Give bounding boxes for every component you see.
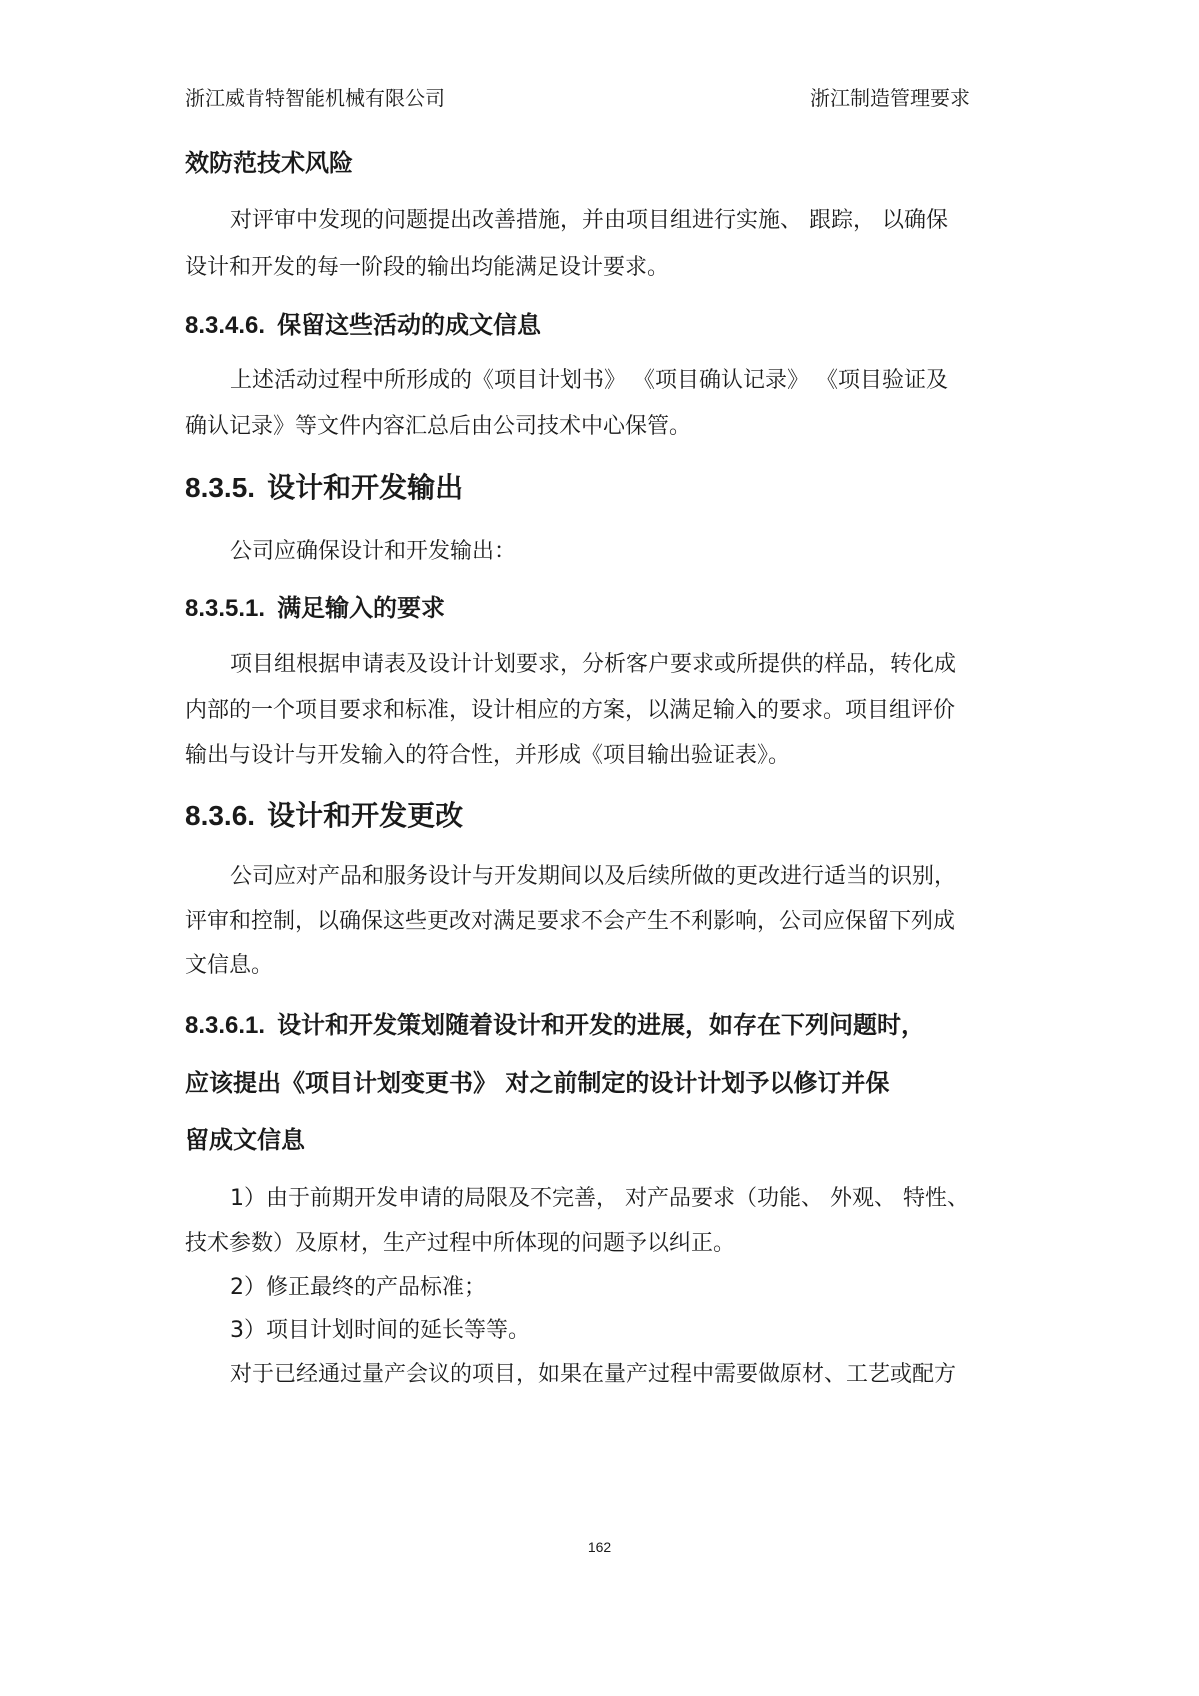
heading-8-3-6-1 — [185, 1008, 925, 1043]
heading-8-3-4-6 — [185, 308, 541, 343]
paragraph-line: 公司应确保设计和开发输出： — [230, 539, 517, 564]
heading-title: 设计和开发更改 — [267, 799, 464, 832]
header-doc-title: 浙江制造管理要求 — [810, 86, 970, 110]
header-company: 浙江威肯特智能机械有限公司 — [185, 86, 445, 110]
paragraph-line: 输出与设计与开发输入的符合性，并形成《项目输出验证表》。 — [185, 743, 791, 768]
heading-number: 8.3.6. — [185, 800, 256, 831]
paragraph-line: 上述活动过程中所形成的《项目计划书》 《项目确认记录》 《项目验证及 — [230, 368, 948, 393]
paragraph-line: 文信息。 — [185, 953, 274, 978]
heading-title: 保留这些活动的成文信息 — [277, 311, 542, 339]
heading-continuation: 应该提出《项目计划变更书》 对之前制定的设计计划予以修订并保 — [185, 1069, 890, 1097]
heading-continuation: 留成文信息 — [185, 1126, 305, 1154]
heading-number: 8.3.5. — [185, 472, 256, 503]
heading-title: 满足输入的要求 — [277, 594, 446, 622]
paragraph-line: 公司应对产品和服务设计与开发期间以及后续所做的更改进行适当的识别， — [230, 864, 957, 889]
heading-title: 设计和开发策划随着设计和开发的进展，如存在下列问题时， — [277, 1011, 926, 1039]
heading-8-3-5 — [185, 468, 463, 508]
heading-8-3-5-1 — [185, 591, 445, 626]
list-item-line: 1）由于前期开发申请的局限及不完善， 对产品要求（功能、 外观、 特性、 — [230, 1186, 969, 1211]
paragraph-line: 设计和开发的每一阶段的输出均能满足设计要求。 — [185, 255, 670, 280]
list-item: 2）修正最终的产品标准； — [230, 1275, 486, 1300]
paragraph-line: 项目组根据申请表及设计计划要求，分析客户要求或所提供的样品，转化成 — [230, 652, 957, 677]
paragraph-line: 确认记录》等文件内容汇总后由公司技术中心保管。 — [185, 414, 692, 439]
paragraph-line: 内部的一个项目要求和标准，设计相应的方案，以满足输入的要求。项目组评价 — [185, 698, 956, 723]
heading-8-3-6 — [185, 796, 463, 836]
heading-number: 8.3.4.6. — [185, 312, 266, 339]
heading-title: 设计和开发输出 — [267, 471, 464, 504]
paragraph-line: 评审和控制，以确保这些更改对满足要求不会产生不利影响，公司应保留下列成 — [185, 909, 956, 934]
paragraph-line: 对评审中发现的问题提出改善措施，并由项目组进行实施、 跟踪， 以确保 — [230, 208, 948, 233]
section-heading-continued: 效防范技术风险 — [185, 149, 353, 177]
heading-number: 8.3.6.1. — [185, 1012, 266, 1039]
heading-number: 8.3.5.1. — [185, 595, 266, 622]
list-item-line: 技术参数）及原材，生产过程中所体现的问题予以纠正。 — [185, 1231, 736, 1256]
paragraph-line: 对于已经通过量产会议的项目，如果在量产过程中需要做原材、工艺或配方 — [230, 1362, 957, 1387]
list-item: 3）项目计划时间的延长等等。 — [230, 1318, 530, 1343]
page-number: 162 — [587, 1539, 612, 1555]
